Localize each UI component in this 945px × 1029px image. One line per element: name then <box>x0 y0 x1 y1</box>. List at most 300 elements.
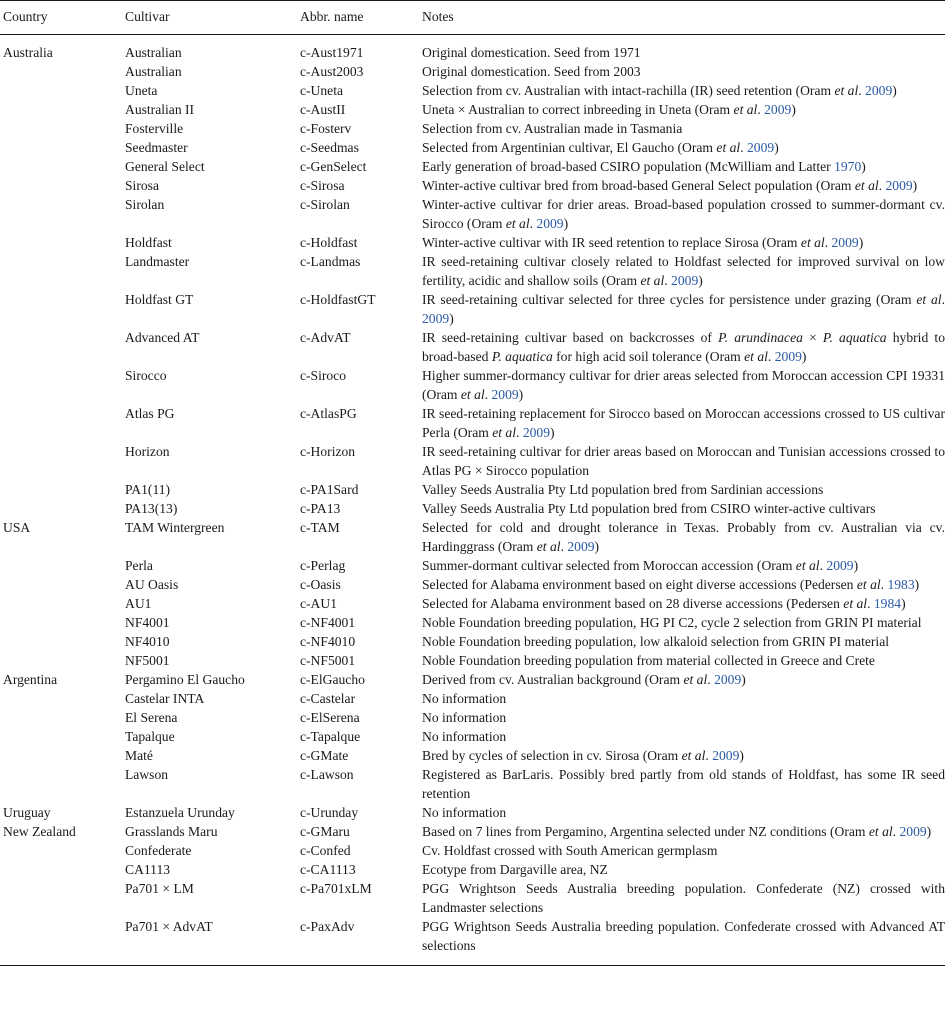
cell-abbr-name: c-Siroco <box>300 368 347 383</box>
note-text: Cv. Holdfast crossed with South American germplasm <box>422 843 718 858</box>
table-row <box>0 62 945 81</box>
note-text: IR seed-retaining cultivar based on backcrosses of <box>422 330 719 345</box>
note-text: Derived from cv. Australian background (Oram <box>422 672 684 687</box>
cell-notes <box>420 822 945 841</box>
italic-text: et al <box>460 387 485 402</box>
note-text: Selected for Alabama environment based on 28 diverse accessions (Pedersen <box>422 596 844 611</box>
cell-abbr-name: c-AustII <box>300 102 346 117</box>
table-row <box>0 670 945 689</box>
cell-cultivar: Pergamino El Gaucho <box>125 672 245 687</box>
note-text: . <box>529 216 537 231</box>
citation-year: 2009 <box>826 558 854 573</box>
cell-abbr-name: c-Aust2003 <box>300 64 364 79</box>
note-text: Selected for Alabama environment based on eight diverse accessions (Pedersen <box>422 577 857 592</box>
cell-cultivar: Lawson <box>125 767 169 782</box>
cell-abbr-name: c-Oasis <box>300 577 341 592</box>
italic-text: P. aquatica <box>822 330 887 345</box>
cell-cultivar: Horizon <box>125 444 170 459</box>
cell-abbr-name: c-Sirosa <box>300 178 345 193</box>
note-text: Uneta × Australian to correct inbreeding in Uneta (Oram <box>422 102 734 117</box>
cell-notes <box>420 651 945 670</box>
italic-text: et al <box>505 216 530 231</box>
table-row <box>0 195 945 233</box>
note-text: ) <box>791 102 796 117</box>
cell-country <box>0 290 122 328</box>
note-text: ) <box>801 349 807 364</box>
note-text: Original domestication. Seed from 1971 <box>422 45 641 60</box>
cell-notes <box>420 176 945 195</box>
note-text: IR seed-retaining replacement for Sirocco based on Moroccan accessions crossed to US cultivar Perla (Oram <box>422 406 945 440</box>
note-text: Selection from cv. Australian made in Tasmania <box>422 121 683 136</box>
note-text: Early generation of broad-based CSIRO population (McWilliam and Latter <box>422 159 835 174</box>
cell-notes <box>420 195 945 233</box>
note-text: . <box>892 824 900 839</box>
cell-notes <box>420 442 945 480</box>
cell-notes <box>420 879 945 917</box>
italic-text: et al <box>795 558 820 573</box>
cell-cultivar: Castelar INTA <box>125 691 205 706</box>
table-row <box>0 119 945 138</box>
header-row <box>0 1 945 35</box>
table-row <box>0 157 945 176</box>
cell-cultivar: Perla <box>125 558 153 573</box>
note-text: Summer-dormant cultivar selected from Moroccan accession (Oram <box>422 558 796 573</box>
cell-notes <box>420 233 945 252</box>
cell-country <box>0 404 122 442</box>
cell-notes <box>420 575 945 594</box>
cell-notes <box>420 328 945 366</box>
note-text: Winter-active cultivar with IR seed retention to replace Sirosa (Oram <box>422 235 801 250</box>
cell-notes <box>420 62 945 81</box>
note-text: . <box>707 672 715 687</box>
cell-abbr-name: c-GenSelect <box>300 159 367 174</box>
cell-cultivar: Tapalque <box>125 729 175 744</box>
cell-notes <box>420 480 945 499</box>
table-row <box>0 632 945 651</box>
cell-abbr-name: c-NF5001 <box>300 653 356 668</box>
note-text: Selected from Argentinian cultivar, El Gaucho (Oram <box>422 140 717 155</box>
cell-notes <box>420 803 945 822</box>
table-row <box>0 442 945 480</box>
table-row <box>0 252 945 290</box>
cell-country <box>0 765 122 803</box>
header-notes: Notes <box>420 1 945 35</box>
cell-cultivar: Australian II <box>125 102 195 117</box>
table-row <box>0 575 945 594</box>
cell-notes <box>420 632 945 651</box>
table-row <box>0 822 945 841</box>
italic-text: et al <box>744 349 768 364</box>
cell-country <box>0 81 122 100</box>
cell-cultivar: Advanced AT <box>125 330 200 345</box>
table-row <box>0 81 945 100</box>
cell-notes <box>420 765 945 803</box>
note-text: for high acid soil tolerance (Oram <box>552 349 745 364</box>
cell-notes <box>420 556 945 575</box>
cell-notes <box>420 100 945 119</box>
italic-text: et al <box>681 748 706 763</box>
cell-cultivar: PA1(11) <box>125 482 171 497</box>
cell-cultivar: Sirocco <box>125 368 167 383</box>
cell-country <box>0 328 122 366</box>
table-row <box>0 727 945 746</box>
table-row <box>0 841 945 860</box>
note-text: . <box>824 235 832 250</box>
cell-country <box>0 556 122 575</box>
table-row <box>0 176 945 195</box>
citation-year: 2009 <box>422 311 450 326</box>
note-text: Higher summer-dormancy cultivar for drier areas selected from Moroccan accession CPI 19331 (Oram <box>422 368 945 402</box>
italic-text: et al <box>492 425 517 440</box>
cell-abbr-name: c-AdvAT <box>300 330 351 345</box>
cell-cultivar: Grasslands Maru <box>125 824 218 839</box>
cell-notes <box>420 404 945 442</box>
cell-country <box>0 917 122 966</box>
table-row <box>0 328 945 366</box>
table-header <box>0 1 945 35</box>
citation-year: 2009 <box>899 824 927 839</box>
italic-text: et al <box>800 235 825 250</box>
cell-notes <box>420 499 945 518</box>
table-row <box>0 366 945 404</box>
cell-country <box>0 689 122 708</box>
cell-abbr-name: c-Urunday <box>300 805 359 820</box>
italic-text: et al <box>834 83 859 98</box>
cell-country: New Zealand <box>3 824 76 839</box>
note-text: Ecotype from Dargaville area, NZ <box>422 862 608 877</box>
note-text: ) <box>594 539 600 554</box>
note-text: . <box>819 558 827 573</box>
cell-abbr-name: c-CA1113 <box>300 862 356 877</box>
cell-country: Australia <box>3 45 53 60</box>
cell-abbr-name: c-NF4001 <box>300 615 356 630</box>
cell-country <box>0 727 122 746</box>
table-row <box>0 594 945 613</box>
note-text: ) <box>858 235 864 250</box>
cell-cultivar: AU Oasis <box>125 577 179 592</box>
table-row <box>0 860 945 879</box>
cell-notes <box>420 860 945 879</box>
cell-country <box>0 62 122 81</box>
cell-country <box>0 195 122 233</box>
cell-country <box>0 613 122 632</box>
note-text: . <box>757 102 765 117</box>
cell-country <box>0 594 122 613</box>
note-text: . <box>867 596 874 611</box>
cell-abbr-name: c-HoldfastGT <box>300 292 376 307</box>
table-row <box>0 233 945 252</box>
note-text: ) <box>901 596 906 611</box>
cell-country <box>0 119 122 138</box>
note-text: ) <box>518 387 524 402</box>
cell-abbr-name: c-AtlasPG <box>300 406 357 421</box>
cell-abbr-name: c-Sirolan <box>300 197 350 212</box>
cell-cultivar: PA13(13) <box>125 501 178 516</box>
cell-cultivar: NF4010 <box>125 634 170 649</box>
cell-cultivar: CA1113 <box>125 862 171 877</box>
cell-cultivar: General Select <box>125 159 205 174</box>
cell-notes <box>420 708 945 727</box>
note-text: . <box>880 577 888 592</box>
note-text: ) <box>926 824 932 839</box>
cell-country <box>0 746 122 765</box>
cell-cultivar: AU1 <box>125 596 152 611</box>
note-text: IR seed-retaining cultivar selected for three cycles for persistence under grazing (Oram <box>422 292 917 307</box>
cell-cultivar: Sirolan <box>125 197 165 212</box>
cell-notes <box>420 81 945 100</box>
cell-cultivar: Holdfast GT <box>125 292 194 307</box>
cell-notes <box>420 35 945 63</box>
citation-year: 2009 <box>491 387 519 402</box>
note-text: . <box>941 292 945 307</box>
note-text: . <box>858 83 866 98</box>
cell-country <box>0 252 122 290</box>
cell-abbr-name: c-Castelar <box>300 691 356 706</box>
italic-text: et al <box>868 824 893 839</box>
note-text: × <box>802 330 823 345</box>
note-text: ) <box>741 672 746 687</box>
note-text: No information <box>422 805 507 820</box>
note-text: ) <box>853 558 859 573</box>
cell-cultivar: NF4001 <box>125 615 170 630</box>
cell-country <box>0 651 122 670</box>
table-row <box>0 765 945 803</box>
note-text: No information <box>422 691 507 706</box>
citation-year: 2009 <box>747 140 775 155</box>
note-text: No information <box>422 729 507 744</box>
cell-cultivar: Fosterville <box>125 121 184 136</box>
note-text: ) <box>550 425 555 440</box>
cell-abbr-name: c-Confed <box>300 843 351 858</box>
cell-abbr-name: c-Tapalque <box>300 729 361 744</box>
cell-cultivar: Sirosa <box>125 178 159 193</box>
italic-text: et al <box>640 273 665 288</box>
citation-year: 2009 <box>671 273 699 288</box>
table-row <box>0 803 945 822</box>
italic-text: et al <box>716 140 741 155</box>
italic-text: P. aquatica <box>491 349 553 364</box>
note-text: No information <box>422 710 507 725</box>
cell-cultivar: Australian <box>125 45 182 60</box>
cell-country <box>0 138 122 157</box>
cell-country <box>0 708 122 727</box>
italic-text: et al <box>536 539 561 554</box>
note-text: ) <box>892 83 897 98</box>
cell-cultivar: Holdfast <box>125 235 172 250</box>
note-text: . <box>740 140 747 155</box>
cell-cultivar: Uneta <box>125 83 158 98</box>
citation-year: 2009 <box>865 83 893 98</box>
cell-abbr-name: c-PA1Sard <box>300 482 359 497</box>
table-row <box>0 879 945 917</box>
cell-country <box>0 575 122 594</box>
cell-country <box>0 860 122 879</box>
cell-notes <box>420 252 945 290</box>
table-row <box>0 35 945 63</box>
citation-year: 2009 <box>522 425 550 440</box>
cell-country: Uruguay <box>3 805 51 820</box>
cell-abbr-name: c-Seedmas <box>300 140 359 155</box>
cell-abbr-name: c-Holdfast <box>300 235 358 250</box>
cell-country <box>0 157 122 176</box>
cell-country <box>0 366 122 404</box>
cell-cultivar: El Serena <box>125 710 178 725</box>
cell-abbr-name: c-PaxAdv <box>297 917 420 966</box>
note-text: Winter-active cultivar for drier areas. Broad-based population crossed to summer-dormant cv. Sirocco (Oram <box>422 197 945 231</box>
table-row <box>0 100 945 119</box>
citation-year: 1984 <box>873 596 902 611</box>
note-text: ) <box>563 216 569 231</box>
header-abbr-name: Abbr. name <box>297 1 420 35</box>
note-text: . <box>516 425 523 440</box>
cell-cultivar: NF5001 <box>125 653 170 668</box>
cell-abbr-name: c-Horizon <box>300 444 356 459</box>
cell-abbr-name: c-Landmas <box>300 254 361 269</box>
table-row <box>0 613 945 632</box>
cell-abbr-name: c-PA13 <box>300 501 341 516</box>
note-text: . <box>664 273 672 288</box>
table-row <box>0 404 945 442</box>
table-row <box>0 556 945 575</box>
note-text: Registered as BarLaris. Possibly bred partly from old stands of Holdfast, has some IR seed retention <box>422 767 945 801</box>
cell-notes <box>420 841 945 860</box>
table-row <box>0 499 945 518</box>
cell-notes <box>420 613 945 632</box>
citation-year: 2009 <box>567 539 595 554</box>
citation-year: 2009 <box>712 748 740 763</box>
note-text: Based on 7 lines from Pergamino, Argentina selected under NZ conditions (Oram <box>422 824 869 839</box>
table-row <box>0 708 945 727</box>
cell-notes <box>420 689 945 708</box>
note-text: hybrid to broad-based <box>422 330 945 364</box>
italic-text: et al <box>854 178 879 193</box>
cell-cultivar: Seedmaster <box>125 140 188 155</box>
cell-abbr-name: c-TAM <box>300 520 340 535</box>
citation-year: 2009 <box>764 102 792 117</box>
cell-cultivar: Maté <box>125 748 153 763</box>
note-text: Noble Foundation breeding population, HG PI C2, cycle 2 selection from GRIN PI material <box>422 615 922 630</box>
cell-abbr-name: c-GMaru <box>300 824 350 839</box>
header-cultivar: Cultivar <box>122 1 297 35</box>
note-text: Valley Seeds Australia Pty Ltd population bred from CSIRO winter-active cultivars <box>422 501 876 516</box>
note-text: ) <box>861 159 866 174</box>
citation-year: 2009 <box>831 235 859 250</box>
cell-cultivar: Australian <box>125 64 182 79</box>
note-text: PGG Wrightson Seeds Australia breeding population. Confederate crossed with Advanced AT selections <box>422 919 945 953</box>
cell-notes <box>420 917 945 966</box>
table-row <box>0 917 945 966</box>
table-row <box>0 290 945 328</box>
table-row <box>0 480 945 499</box>
cell-abbr-name: c-Pa701xLM <box>300 881 372 896</box>
cell-cultivar: Landmaster <box>125 254 190 269</box>
cell-abbr-name: c-GMate <box>300 748 349 763</box>
cell-abbr-name: c-Perlag <box>300 558 346 573</box>
citation-year: 2009 <box>536 216 564 231</box>
note-text: ) <box>912 178 918 193</box>
note-text: Noble Foundation breeding population, low alkaloid selection from GRIN PI material <box>422 634 889 649</box>
note-text: ) <box>774 140 779 155</box>
italic-text: P. arundinacea <box>718 330 803 345</box>
cell-cultivar: Pa701 × AdvAT <box>122 917 297 966</box>
note-text: . <box>560 539 568 554</box>
note-text: ) <box>698 273 703 288</box>
table-row <box>0 651 945 670</box>
cell-abbr-name: c-Aust1971 <box>300 45 364 60</box>
table-row <box>0 689 945 708</box>
cell-cultivar: Confederate <box>125 843 192 858</box>
cell-country <box>0 176 122 195</box>
note-text: Winter-active cultivar bred from broad-based General Select population (Oram <box>422 178 855 193</box>
cell-country <box>0 841 122 860</box>
italic-text: et al <box>843 596 868 611</box>
cell-notes <box>420 366 945 404</box>
note-text: . <box>767 349 775 364</box>
cell-notes <box>420 290 945 328</box>
italic-text: et al <box>856 577 881 592</box>
note-text: Selected for cold and drought tolerance in Texas. Probably from cv. Australian via cv. Hardinggrass (Oram <box>422 520 945 554</box>
note-text: Selection from cv. Australian with intact-rachilla (IR) seed retention (Oram <box>422 83 835 98</box>
cell-country: Argentina <box>3 672 58 687</box>
note-text: . <box>705 748 713 763</box>
note-text: Original domestication. Seed from 2003 <box>422 64 641 79</box>
table-row <box>0 746 945 765</box>
note-text: Bred by cycles of selection in cv. Sirosa (Oram <box>422 748 682 763</box>
cell-abbr-name: c-ElGaucho <box>300 672 365 687</box>
note-text: IR seed-retaining cultivar for drier areas based on Moroccan and Tunisian accessions crossed to Atlas PG × Sirocco population <box>422 444 945 478</box>
cell-abbr-name: c-Lawson <box>300 767 354 782</box>
note-text: ) <box>914 577 920 592</box>
italic-text: et al <box>916 292 942 307</box>
cell-notes <box>420 518 945 556</box>
citation-year: 1970 <box>834 159 862 174</box>
citation-year: 2009 <box>774 349 802 364</box>
cell-notes <box>420 727 945 746</box>
cell-abbr-name: c-AU1 <box>300 596 337 611</box>
table-row <box>0 138 945 157</box>
table-row <box>0 518 945 556</box>
italic-text: et al <box>733 102 758 117</box>
cell-notes <box>420 138 945 157</box>
cell-country <box>0 632 122 651</box>
citation-year: 1983 <box>887 577 915 592</box>
header-country: Country <box>0 1 122 35</box>
cell-country <box>0 480 122 499</box>
cell-cultivar: Estanzuela Urunday <box>125 805 235 820</box>
note-text: Noble Foundation breeding population from material collected in Greece and Crete <box>422 653 875 668</box>
cell-notes <box>420 594 945 613</box>
citation-year: 2009 <box>885 178 913 193</box>
note-text: PGG Wrightson Seeds Australia breeding population. Confederate (NZ) crossed with Landmaster selections <box>422 881 945 915</box>
note-text: ) <box>449 311 454 326</box>
cell-notes <box>420 746 945 765</box>
cell-country <box>0 233 122 252</box>
note-text: . <box>484 387 492 402</box>
cell-country <box>0 442 122 480</box>
note-text: Valley Seeds Australia Pty Ltd population bred from Sardinian accessions <box>422 482 824 497</box>
citation-year: 2009 <box>714 672 742 687</box>
cell-cultivar: Atlas PG <box>125 406 175 421</box>
note-text: IR seed-retaining cultivar closely related to Holdfast selected for improved survival on low fertility, acidic and shallow soils (Oram <box>422 254 945 288</box>
italic-text: et al <box>683 672 708 687</box>
cell-country <box>0 100 122 119</box>
note-text: ) <box>739 748 744 763</box>
cell-abbr-name: c-ElSerena <box>300 710 360 725</box>
cell-country <box>0 879 122 917</box>
cell-abbr-name: c-Fosterv <box>300 121 352 136</box>
cell-abbr-name: c-Uneta <box>300 83 344 98</box>
cell-notes <box>420 157 945 176</box>
